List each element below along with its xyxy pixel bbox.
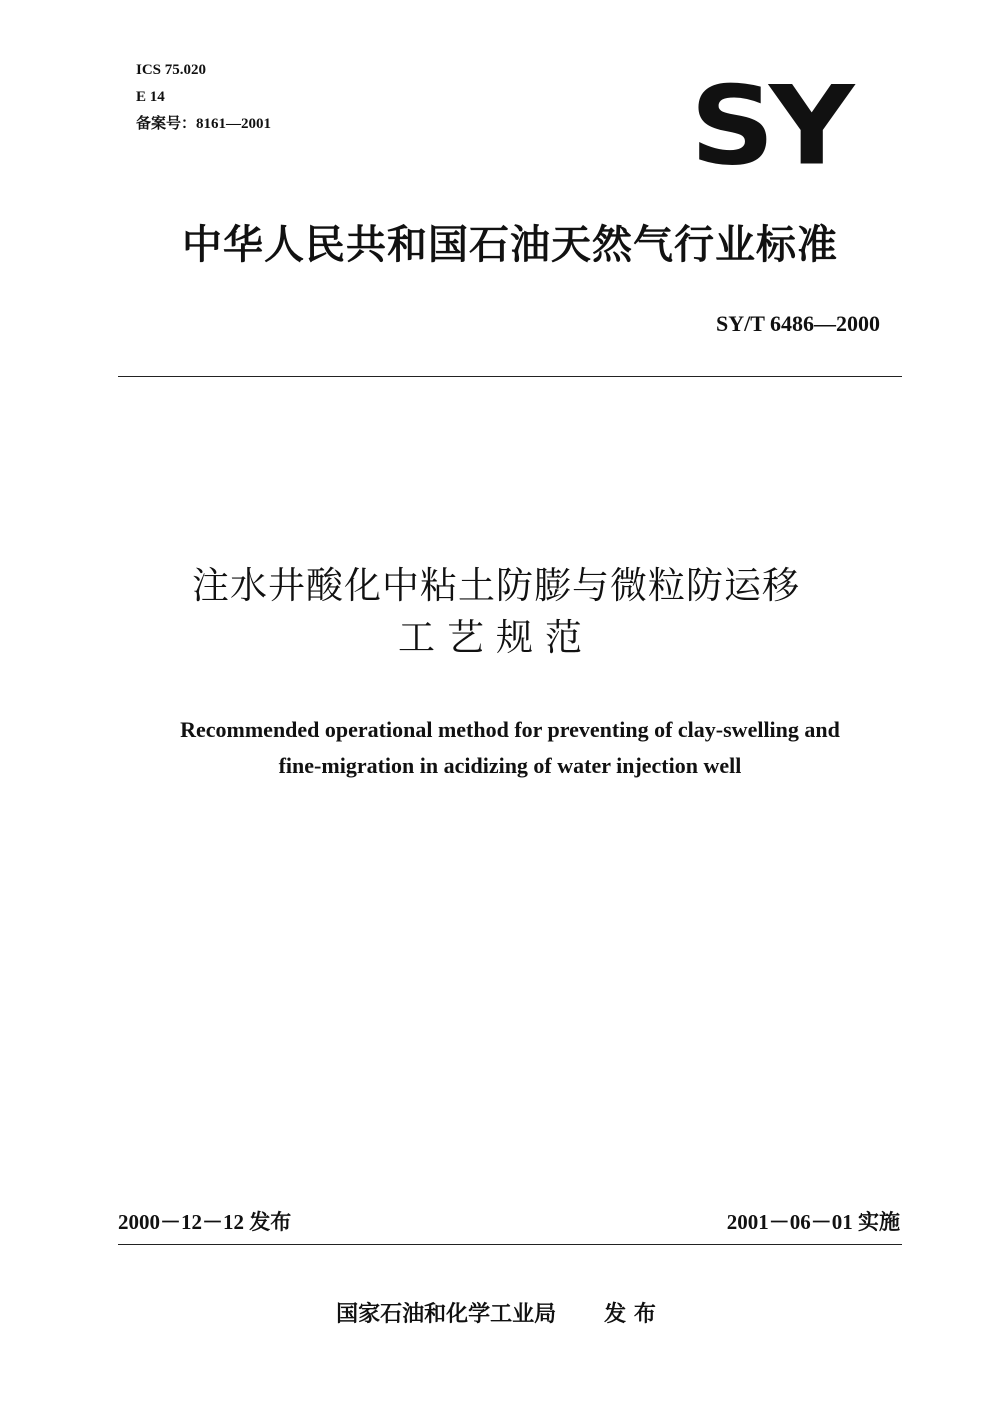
title-english-line-2: fine-migration in acidizing of water injection well <box>278 753 742 778</box>
title-chinese-line-2: 工艺规范 <box>398 616 594 659</box>
ics-code: ICS 75.020 <box>136 62 207 78</box>
document-title-english <box>96 712 924 784</box>
title-english-line-1: Recommended operational method for preventing of clay-swelling and <box>180 717 840 742</box>
sy-logo: SY <box>690 62 849 190</box>
standard-number: SY/T 6486—2000 <box>715 311 880 336</box>
publisher-line <box>0 1297 992 1328</box>
implementation-date: 2001－06－01 实施 <box>726 1210 900 1234</box>
classification-code: E 14 <box>136 89 165 105</box>
title-chinese-line-1: 注水井酸化中粘土防膨与微粒防运移 <box>192 564 800 607</box>
issue-date: 2000－12－12 发布 <box>118 1210 292 1234</box>
document-title-chinese <box>96 560 896 664</box>
organization-title: 中华人民共和国石油天然气行业标准 <box>182 222 838 268</box>
publisher-name: 国家石油和化学工业局 <box>336 1302 557 1327</box>
top-divider <box>118 376 902 377</box>
publisher-action: 发 布 <box>604 1302 656 1327</box>
record-number: 备案号：8161—2001 <box>136 116 272 132</box>
bottom-divider <box>118 1244 902 1245</box>
